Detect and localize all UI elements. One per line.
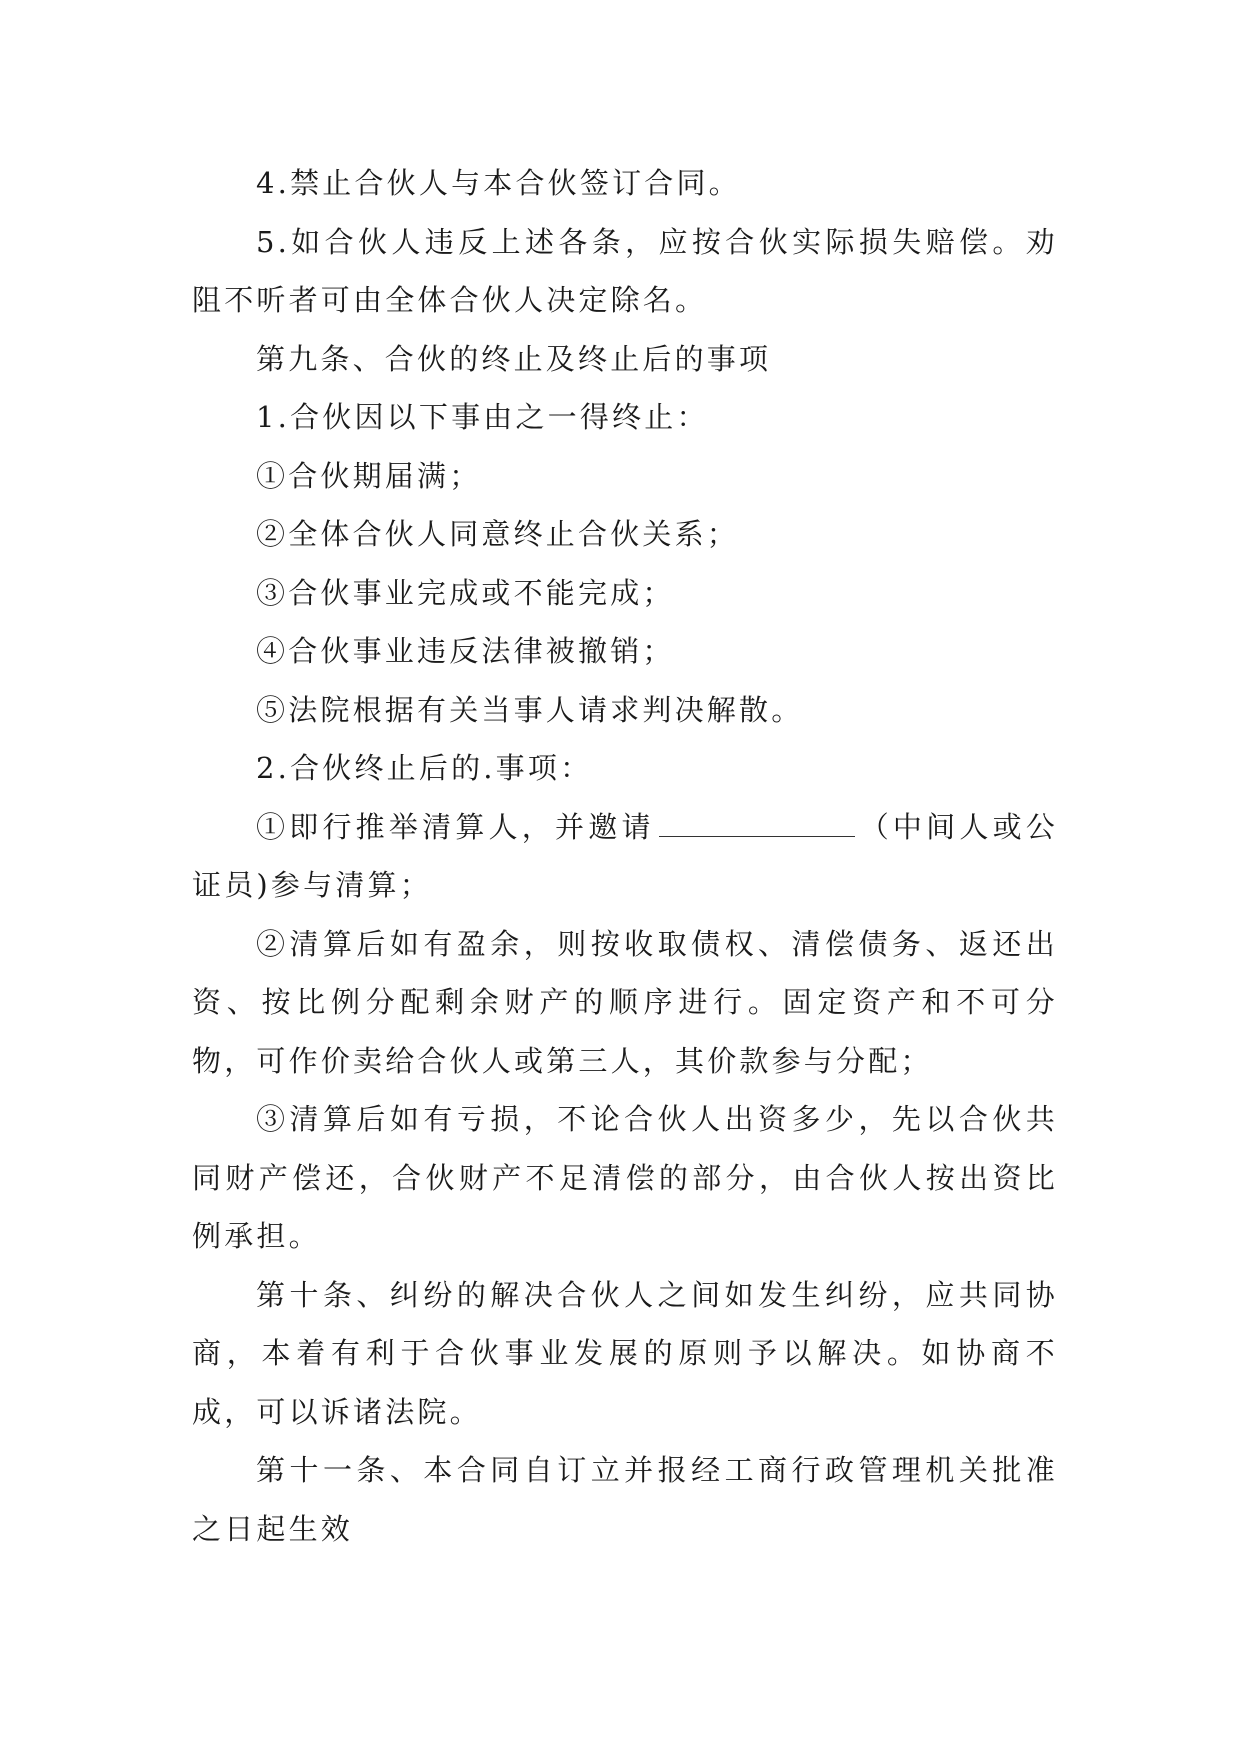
article-10: 第十条、纠纷的解决合伙人之间如发生纠纷，应共同协商，本着有利于合伙事业发展的原则予以解决。如协商不成，可以诉诸法院。 bbox=[192, 1277, 1058, 1429]
termination-reason-4: ④合伙事业违反法律被撤销； bbox=[256, 634, 675, 668]
post-termination-item-3: ③清算后如有亏损，不论合伙人出资多少，先以合伙共同财产偿还，合伙财产不足清偿的部分，由合伙人按出资比例承担。 bbox=[192, 1102, 1058, 1253]
item-1-text-before: ①即行推举清算人，并邀请 bbox=[256, 809, 655, 844]
clause-item-4: 4.禁止合伙人与本合伙签订合同。 bbox=[256, 166, 741, 200]
fill-in-blank bbox=[659, 810, 855, 837]
termination-reason-1: ①合伙期届满； bbox=[256, 458, 482, 493]
article-11: 第十一条、本合同自订立并报经工商行政管理机关批准之日起生效 bbox=[192, 1453, 1058, 1546]
termination-reasons-intro: 1.合伙因以下事由之一得终止： bbox=[256, 400, 709, 434]
article-9-heading: 第九条、合伙的终止及终止后的事项 bbox=[256, 341, 772, 376]
document-body bbox=[192, 154, 1058, 1558]
post-termination-item-2: ②清算后如有盈余，则按收取债权、清偿债务、返还出资、按比例分配剩余财产的顺序进行。固定资产和不可分物，可作价卖给合伙人或第三人，其价款参与分配； bbox=[192, 926, 1058, 1078]
termination-reason-2: ②全体合伙人同意终止合伙关系； bbox=[256, 517, 740, 551]
termination-reason-3: ③合伙事业完成或不能完成； bbox=[256, 575, 675, 610]
clause-item-5: 5.如合伙人违反上述各条，应按合伙实际损失赔偿。劝阻不听者可由全体合伙人决定除名。 bbox=[192, 224, 1058, 317]
post-termination-item-1 bbox=[192, 798, 1058, 915]
termination-reason-5: ⑤法院根据有关当事人请求判决解散。 bbox=[256, 692, 804, 727]
item-1-text-after: （中间人或公证员)参与清算； bbox=[192, 809, 1059, 902]
post-termination-intro: 2.合伙终止后的.事项： bbox=[256, 751, 593, 785]
